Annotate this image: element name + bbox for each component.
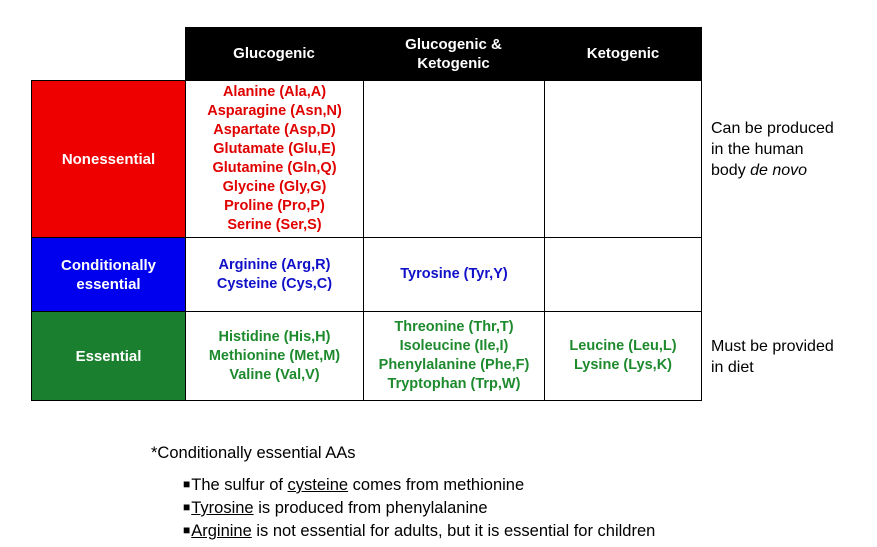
- header-glucogenic-ketogenic: Glucogenic & Ketogenic: [363, 27, 544, 80]
- bullet-icon: ■: [183, 500, 191, 514]
- cell-conditional-glucogenic: [185, 237, 364, 312]
- bullet-icon: ■: [183, 523, 191, 537]
- amino-acid: Aspartate (Asp,D): [213, 122, 336, 138]
- amino-acid: Glutamine (Gln,Q): [212, 160, 337, 176]
- amino-acid: Methionine (Met,M): [208, 347, 341, 364]
- cell-nonessential-glucogenic: [185, 80, 364, 238]
- amino-acid: Phenylalanine (Phe,F): [378, 357, 530, 373]
- amino-acid: Tryptophan (Trp,W): [387, 376, 521, 392]
- list-item: ■Tyrosine is produced from phenylalanine: [183, 499, 488, 517]
- side-note-essential: Must be provided in diet: [711, 338, 834, 376]
- amino-acid: Cysteine (Cys,C): [216, 275, 333, 292]
- amino-acid: Threonine (Thr,T): [394, 319, 514, 335]
- amino-acid: Leucine (Leu,L): [569, 338, 677, 354]
- cell-conditional-ketogenic: [544, 237, 702, 312]
- amino-acid: Alanine (Ala,A): [222, 84, 327, 100]
- header-glucogenic: Glucogenic: [185, 27, 363, 80]
- amino-acid: Asparagine (Asn,N): [207, 103, 342, 119]
- footnote: [151, 441, 655, 542]
- row-label-nonessential: Nonessential: [31, 80, 186, 238]
- list-item: ■Arginine is not essential for adults, but it is essential for children: [183, 522, 656, 540]
- cell-essential-glucogenic-ketogenic: [363, 311, 545, 401]
- side-note-nonessential: Can be produced in the human body de novo: [711, 120, 834, 179]
- cell-essential-glucogenic: [185, 311, 364, 401]
- bullet-icon: ■: [183, 477, 191, 491]
- amino-acid: Isoleucine (Ile,I): [399, 338, 509, 354]
- amino-acid: Glutamate (Glu,E): [213, 141, 336, 157]
- cell-nonessential-glucogenic-ketogenic: [363, 80, 545, 238]
- cell-nonessential-ketogenic: [544, 80, 702, 238]
- row-label-essential: Essential: [31, 311, 186, 401]
- row-label-conditionally-essential: Conditionally essential: [31, 237, 186, 312]
- amino-acid: Glycine (Gly,G): [222, 179, 327, 195]
- amino-acid: Serine (Ser,S): [227, 217, 322, 233]
- amino-acid: Proline (Pro,P): [224, 198, 325, 214]
- list-item: ■The sulfur of cysteine comes from methionine: [183, 476, 525, 494]
- amino-acid: Tyrosine (Tyr,Y): [400, 266, 508, 282]
- amino-acid: Arginine (Arg,R): [218, 256, 331, 273]
- amino-acid: Valine (Val,V): [229, 366, 320, 383]
- cell-conditional-glucogenic-ketogenic: [363, 237, 545, 312]
- amino-acid: Histidine (His,H): [218, 328, 331, 345]
- cell-essential-ketogenic: [544, 311, 702, 401]
- footnote-title: *Conditionally essential AAs: [151, 444, 356, 462]
- amino-acid: Lysine (Lys,K): [573, 357, 673, 373]
- header-ketogenic: Ketogenic: [544, 27, 702, 80]
- footnote-list: [183, 473, 655, 542]
